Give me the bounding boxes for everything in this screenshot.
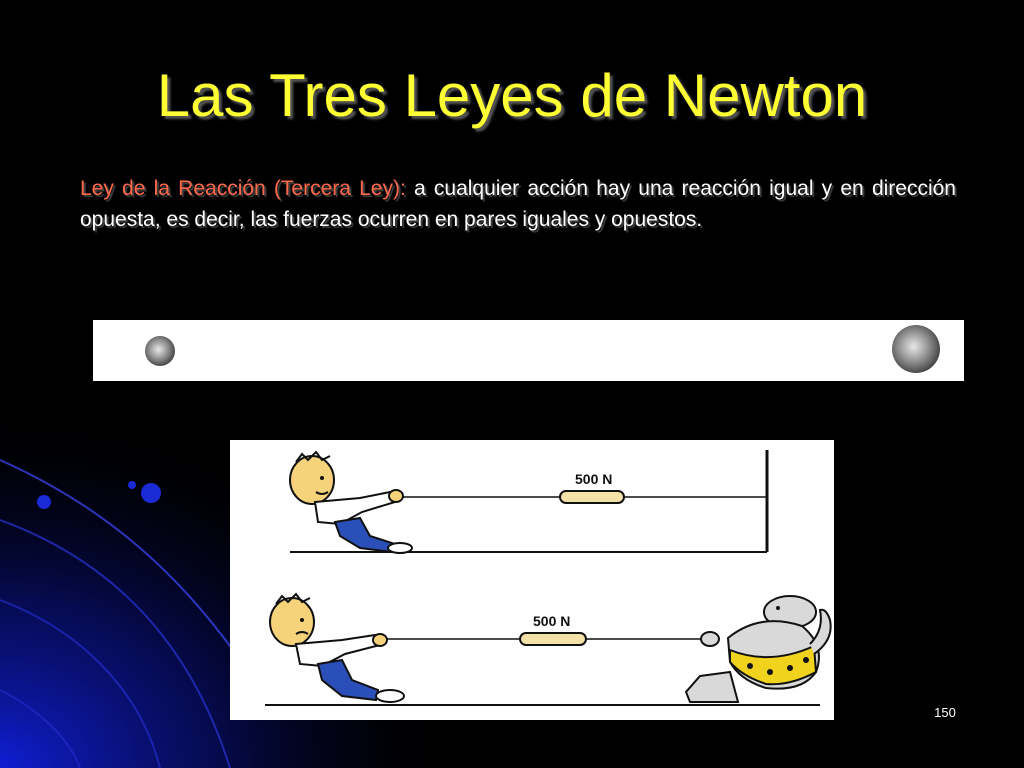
creature — [686, 596, 831, 702]
deco-dot — [37, 495, 51, 509]
bottom-scene — [265, 594, 831, 705]
deco-dot — [141, 483, 161, 503]
slide-title: Las Tres Leyes de Newton — [156, 62, 868, 129]
small-ball — [145, 336, 175, 366]
person-head — [290, 456, 334, 504]
spring-scale — [520, 633, 586, 645]
spring-scale — [560, 491, 624, 503]
top-scale-label: 500 N — [575, 471, 613, 487]
deco-dot — [128, 481, 136, 489]
tug-of-war-figure — [230, 440, 834, 720]
large-ball — [892, 325, 940, 373]
law-name: Ley de la Reacción (Tercera Ley): — [80, 177, 406, 200]
balls-strip — [93, 320, 964, 381]
law-description — [80, 173, 956, 235]
page-number: 150 — [934, 705, 956, 720]
person-legs — [335, 518, 395, 552]
top-scene — [290, 450, 767, 553]
law-text: a cualquier acción hay una reacción igual y en dirección opuesta, es decir, las fuerzas ocurren en pares iguales y opuestos. — [80, 177, 956, 231]
person-legs — [318, 660, 378, 700]
tug-of-war-illustration — [230, 440, 834, 720]
person-head — [270, 598, 314, 646]
bottom-scale-label: 500 N — [533, 613, 571, 629]
